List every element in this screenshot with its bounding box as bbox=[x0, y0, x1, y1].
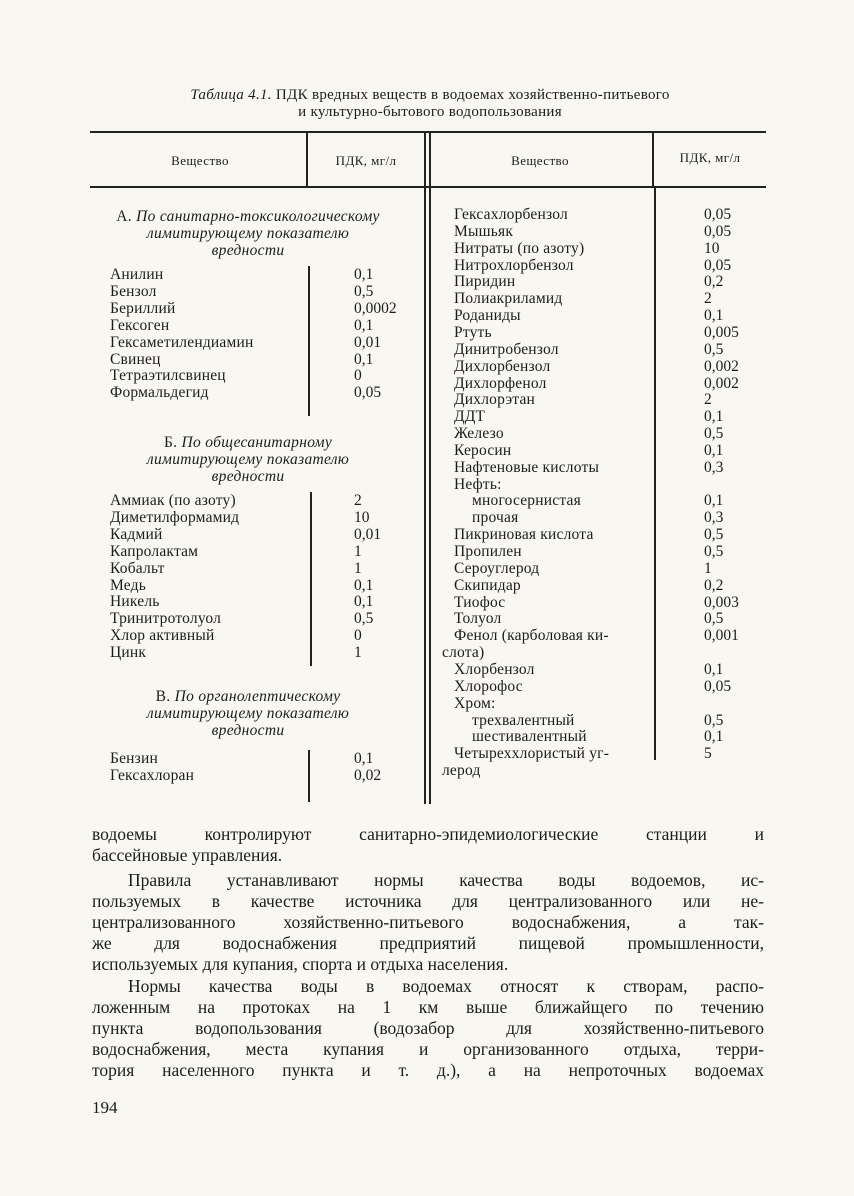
pdk-value: 0,5 bbox=[704, 340, 724, 358]
substance-name: Бензол bbox=[110, 282, 157, 300]
pdk-value: 0,1 bbox=[704, 728, 724, 746]
substance-name: Дихлорфенол bbox=[454, 374, 547, 392]
section-title bbox=[88, 208, 408, 259]
pdk-value: 0,1 bbox=[354, 266, 374, 283]
pdk-value: 0,2 bbox=[704, 576, 724, 594]
substance-name: Аммиак (по азоту) bbox=[110, 492, 236, 509]
header-left-pdk: ПДК, мг/л bbox=[335, 153, 397, 168]
pdk-value: 0,05 bbox=[704, 677, 732, 695]
section-title-line: вредности bbox=[211, 242, 285, 259]
substance-name: Капролактам bbox=[110, 542, 199, 560]
substance-name: Сероуглерод bbox=[454, 559, 540, 577]
substance-name: Хлор активный bbox=[110, 627, 215, 645]
substance-name: Дихлорэтан bbox=[454, 391, 536, 409]
pdk-value: 0,1 bbox=[354, 750, 374, 767]
substance-name: Кадмий bbox=[110, 525, 163, 543]
pdk-value: 0,05 bbox=[704, 222, 732, 240]
pdk-value: 0,005 bbox=[704, 323, 739, 341]
substance-name: Цинк bbox=[110, 644, 147, 662]
section-title-line: вредности bbox=[211, 468, 285, 485]
paragraph-line: централизованного хозяйственно-питьевого водоснабжения, а так- bbox=[92, 912, 764, 932]
center-double-rule-b bbox=[429, 131, 431, 804]
section-title-line: лимитирующему показателю bbox=[146, 451, 350, 468]
page-number: 194 bbox=[92, 1098, 118, 1117]
pdk-value: 0,01 bbox=[354, 525, 382, 543]
section-title bbox=[100, 688, 396, 739]
section-title-line: лимитирующему показателю bbox=[146, 225, 350, 242]
pdk-value: 1 bbox=[354, 542, 362, 560]
substance-name: Формальдегид bbox=[110, 384, 209, 402]
substance-name: слота) bbox=[442, 644, 485, 662]
pdk-value: 0,05 bbox=[704, 206, 732, 223]
substance-name: Дихлорбензол bbox=[454, 357, 551, 375]
pdk-value: 0,1 bbox=[704, 660, 724, 678]
pdk-value: 0,5 bbox=[704, 526, 724, 544]
substance-name: Пикриновая кислота bbox=[454, 526, 594, 544]
pdk-value: 0,5 bbox=[704, 610, 724, 628]
pdk-value: 0,001 bbox=[704, 627, 739, 645]
pdk-value: 0,5 bbox=[354, 282, 374, 300]
pdk-value: 10 bbox=[354, 508, 370, 526]
pdk-value: 1 bbox=[704, 559, 712, 577]
substance-name: Нитрохлорбензол bbox=[454, 256, 574, 274]
left-divider-section-a bbox=[308, 266, 310, 416]
substance-name: Гексоген bbox=[110, 316, 170, 334]
section-title-line: лимитирующему показателю bbox=[146, 705, 350, 722]
caption-line1: ПДК вредных веществ в водоемах хозяйственно-питьевого bbox=[275, 87, 670, 103]
substance-name: Медь bbox=[110, 576, 147, 594]
caption-label: Таблица 4.1. bbox=[190, 87, 272, 103]
section-title-line: вредности bbox=[211, 722, 285, 739]
substance-name: Бензин bbox=[110, 750, 158, 767]
substance-name: Хлорбензол bbox=[454, 660, 535, 678]
left-divider-section-c bbox=[308, 750, 310, 802]
substance-name: Нитраты (по азоту) bbox=[454, 239, 585, 257]
paragraph-line: Нормы качества воды в водоемах относят к створам, распо- bbox=[128, 976, 764, 996]
pdk-value: 0,1 bbox=[354, 576, 374, 594]
substance-name: Роданиды bbox=[454, 307, 521, 325]
pdk-value: 0 bbox=[354, 367, 362, 385]
left-divider-section-b bbox=[310, 492, 312, 666]
substance-name: лерод bbox=[442, 762, 481, 780]
pdk-value: 0,002 bbox=[704, 374, 739, 392]
pdk-value: 0,3 bbox=[704, 509, 724, 527]
substance-name: трехвалентный bbox=[472, 711, 575, 729]
substance-name: многосернистая bbox=[472, 492, 581, 510]
substance-name: Железо bbox=[454, 425, 504, 443]
pdk-value: 2 bbox=[354, 492, 362, 509]
substance-name: Анилин bbox=[110, 266, 164, 283]
paragraph-line: водоемы контролируют санитарно-эпидемиологические станции и bbox=[92, 824, 764, 844]
substance-name: Кобальт bbox=[110, 559, 165, 577]
substance-name: шестивалентный bbox=[472, 728, 587, 746]
header-right-substance: Вещество bbox=[511, 153, 569, 168]
substance-name: Четыреххлористый уг- bbox=[454, 745, 610, 763]
substance-name: Свинец bbox=[110, 350, 161, 368]
table-caption bbox=[90, 87, 770, 121]
pdk-value: 2 bbox=[704, 391, 712, 409]
pdk-value: 0,1 bbox=[354, 316, 374, 334]
substance-name: ДДТ bbox=[454, 408, 486, 426]
paragraph-line: тория населенного пункта и т. д.), а на непроточных водоемах bbox=[92, 1060, 764, 1080]
substance-name: Нафтеновые кислоты bbox=[454, 458, 600, 476]
paragraph-line: пользуемых в качестве источника для централизованного или не- bbox=[92, 891, 764, 911]
substance-name: Тетраэтилсвинец bbox=[110, 367, 226, 385]
substance-name: Полиакриламид bbox=[454, 290, 563, 308]
substance-name: прочая bbox=[472, 509, 519, 527]
section-title-line: По санитарно-токсикологическому bbox=[136, 208, 380, 225]
pdk-value: 1 bbox=[354, 644, 362, 662]
substance-name: Хлорофос bbox=[454, 677, 523, 695]
paragraph-line: ложенным на протоках на 1 км выше ближайщего по течению bbox=[92, 997, 764, 1017]
section-letter: В. bbox=[155, 688, 171, 705]
pdk-value: 1 bbox=[354, 559, 362, 577]
pdk-value: 0,1 bbox=[704, 307, 724, 325]
substance-name: Хром: bbox=[454, 694, 496, 712]
paragraph-line: пункта водопользования (водозабор для хозяйственно-питьевого bbox=[92, 1018, 764, 1038]
pdk-value: 0,002 bbox=[704, 357, 739, 375]
substance-name: Пропилен bbox=[454, 543, 522, 560]
right-value-divider bbox=[654, 188, 656, 760]
paragraph bbox=[92, 976, 764, 1081]
pdk-value: 0,05 bbox=[704, 256, 732, 274]
pdk-value: 0,5 bbox=[354, 610, 374, 628]
substance-name: Нефть: bbox=[454, 475, 502, 493]
pdk-value: 0,5 bbox=[704, 711, 724, 729]
pdk-value: 0,1 bbox=[704, 441, 724, 459]
section-title-line: По общесанитарному bbox=[181, 434, 333, 451]
substance-name: Динитробензол bbox=[454, 340, 559, 358]
substance-name: Толуол bbox=[454, 610, 502, 628]
pdk-value: 0,05 bbox=[354, 384, 382, 402]
paragraph-line: же для водоснабжения предприятий пищевой промышленности, bbox=[92, 933, 764, 953]
section-title bbox=[100, 434, 396, 485]
pdk-value: 0,1 bbox=[354, 593, 374, 611]
substance-name: Гексахлорбензол bbox=[454, 206, 568, 223]
substance-name: Диметилформамид bbox=[110, 508, 240, 526]
table-header-rule bbox=[90, 186, 766, 188]
pdk-value: 5 bbox=[704, 745, 712, 763]
substance-name: Никель bbox=[110, 593, 160, 611]
table-top-rule bbox=[90, 131, 766, 133]
substance-name: Ртуть bbox=[454, 323, 492, 341]
substance-name: Керосин bbox=[454, 441, 512, 459]
pdk-value: 2 bbox=[704, 290, 712, 308]
substance-name: Скипидар bbox=[454, 576, 521, 594]
pdk-value: 0,5 bbox=[704, 425, 724, 443]
substance-name: Тринитротолуол bbox=[110, 610, 222, 628]
substance-name: Пиридин bbox=[454, 273, 516, 291]
substance-name: Бериллий bbox=[110, 299, 176, 317]
paragraph bbox=[92, 824, 764, 866]
substance-name: Гексахлоран bbox=[110, 766, 195, 784]
paragraph-line: бассейновые управления. bbox=[92, 845, 283, 865]
pdk-value: 0,1 bbox=[704, 492, 724, 510]
paragraph-line: используемых для купания, спорта и отдыха населения. bbox=[92, 954, 509, 974]
pdk-value: 0,1 bbox=[354, 350, 374, 368]
substance-name: Тиофос bbox=[454, 593, 506, 611]
pdk-value: 0,1 bbox=[704, 408, 724, 426]
paragraph bbox=[92, 870, 764, 975]
substance-name: Фенол (карболовая ки- bbox=[454, 627, 609, 645]
pdk-value: 0,003 bbox=[704, 593, 739, 611]
center-double-rule-a bbox=[424, 131, 426, 804]
pdk-value: 0,3 bbox=[704, 458, 724, 476]
pdk-value: 0 bbox=[354, 627, 362, 645]
header-right-pdk: ПДК, мг/л bbox=[679, 150, 741, 165]
pdk-value: 0,0002 bbox=[354, 299, 397, 317]
section-title-line: По органолептическому bbox=[174, 688, 341, 705]
section-letter: Б. bbox=[163, 434, 178, 451]
pdk-value: 0,5 bbox=[704, 543, 724, 560]
paragraph-line: Правила устанавливают нормы качества воды водоемов, ис- bbox=[128, 870, 764, 890]
caption-line2: и культурно-бытового водопользования bbox=[298, 104, 562, 120]
pdk-value: 0,2 bbox=[704, 273, 724, 291]
paragraph-line: водоснабжения, места купания и организованного отдыха, терри- bbox=[92, 1039, 764, 1059]
header-left-substance: Вещество bbox=[171, 153, 229, 168]
substance-name: Гексаметилендиамин bbox=[110, 333, 254, 351]
pdk-value: 0,02 bbox=[354, 766, 382, 784]
section-letter: А. bbox=[116, 208, 132, 225]
pdk-value: 0,01 bbox=[354, 333, 382, 351]
pdk-value: 10 bbox=[704, 239, 720, 257]
substance-name: Мышьяк bbox=[454, 222, 514, 240]
